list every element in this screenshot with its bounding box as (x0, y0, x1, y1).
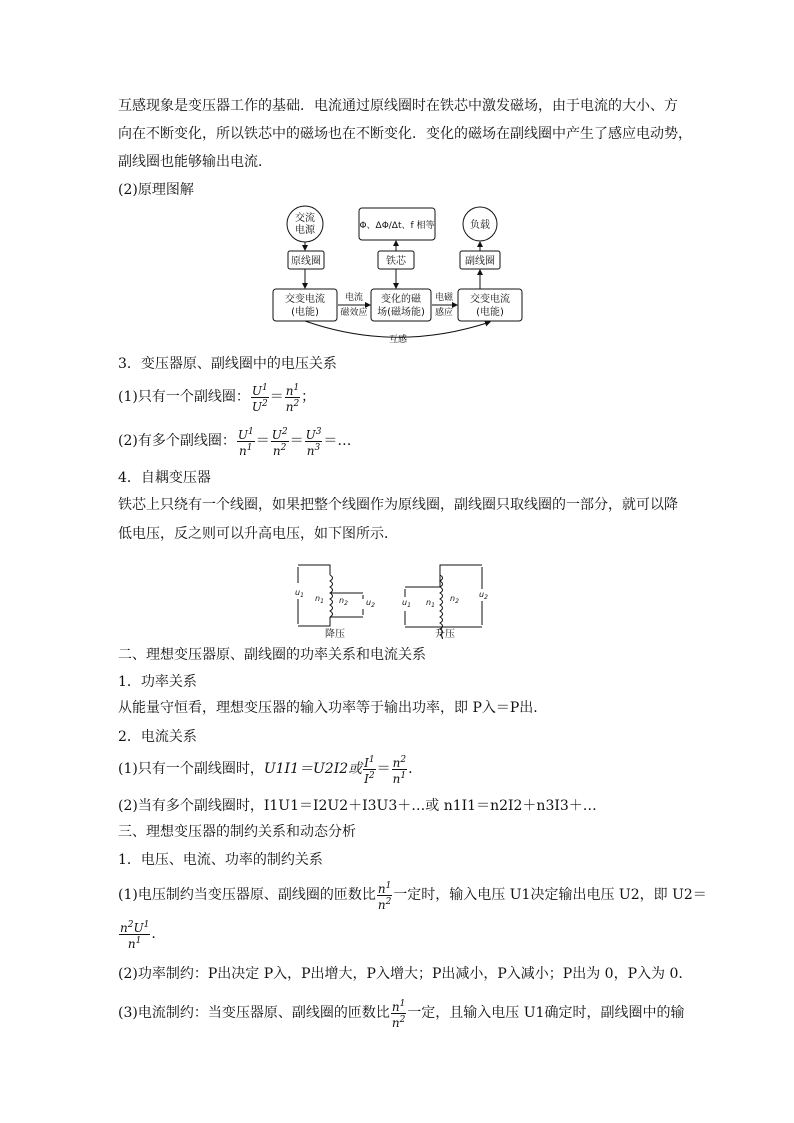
ellipsis: ＝… (323, 433, 352, 449)
power-text: 从能量守恒看，理想变压器的输入功率等于输出功率，即 P入＝P出. (118, 700, 538, 716)
arrow-label: 电磁 (434, 293, 454, 303)
node-label: 交变电流 (285, 294, 325, 305)
caption-step-down: 降压 (325, 629, 345, 639)
fraction: $\frac{n^2}{n^1}$ (392, 754, 407, 786)
fraction: $\frac{n^2U^1}{n^1}$ (120, 919, 150, 951)
arrow-label: 磁效应 (340, 308, 368, 318)
ac-source-node (287, 206, 323, 242)
fraction: $\frac{n^1}{n^2}$ (377, 880, 392, 912)
svg-text:u2: $u_2$ (479, 590, 488, 601)
node-label: 负载 (470, 220, 490, 231)
fraction: $\frac{U^1}{U^2}$ (251, 382, 268, 414)
svg-text:n1: $n_1$ (426, 598, 435, 609)
svg-text:u2: $u_2$ (366, 598, 375, 609)
equation: U1I1＝U2I2或 (263, 761, 363, 777)
section4-heading: 4．自耦变压器 (118, 470, 211, 486)
text: 一定时，输入电压 U1决定输出电压 U2，即 U2＝ (393, 887, 707, 903)
constraint-heading: 1．电压、电流、功率的制约关系 (118, 852, 323, 868)
label: (1)只有一个副线圈： (118, 389, 250, 405)
voltage-constraint-fraction: $\frac{n^2U^1}{n^1}$ . (120, 919, 156, 951)
svg-text:u1: $u_1$ (295, 588, 304, 599)
text: (3)电流制约：当变压器原、副线圈的匝数比 (118, 1005, 390, 1021)
fraction: $\frac{U^3}{n^3}$ (305, 426, 322, 458)
autotransformer-diagram (290, 553, 510, 639)
fraction: $\frac{U^1}{n^1}$ (237, 426, 254, 458)
section3-heading: 3．变压器原、副线圈中的电压关系 (118, 356, 337, 372)
node-label: (电能) (291, 307, 319, 318)
para-line: 向在不断变化，所以铁芯中的磁场也在不断变化．变化的磁场在副线圈中产生了感应电动势， (118, 126, 692, 142)
svg-text:u1: $u_1$ (402, 598, 411, 609)
para-line: 互感现象是变压器工作的基础．电流通过原线圈时在铁芯中激发磁场，由于电流的大小、方 (118, 98, 678, 114)
caption-step-up: 升压 (435, 629, 455, 639)
node-label: 副线圈 (465, 256, 495, 267)
voltage-multi-row: (2)有多个副线圈： $\frac{U^1}{n^1}$ ＝ $\frac{U^2}{n^2}$ ＝ $\frac{U^3}{n^3}$ ＝… (118, 426, 352, 458)
arrow-label: 感应 (434, 308, 454, 318)
node-label: 变化的磁 (381, 294, 421, 305)
power-heading: 1．功率关系 (118, 674, 197, 690)
fraction: $\frac{U^2}{n^2}$ (271, 426, 288, 458)
para-line: 铁芯上只绕有一个线圈，如果把整个线圈作为原线圈，副线圈只取线圈的一部分，就可以降 (118, 497, 678, 513)
node-label: 原线圈 (291, 256, 321, 267)
current-single-row: (1)只有一个副线圈时，U1I1＝U2I2或 $\frac{I^1}{I^2}$ ＝ $\frac{n^2}{n^1}$ . (118, 754, 413, 786)
fraction: $\frac{n^1}{n^2}$ (391, 998, 406, 1030)
node-label: 场(磁场能) (377, 307, 425, 318)
voltage-constraint-row (118, 878, 707, 912)
node-label: 交流 (295, 213, 315, 224)
node-label: Φ、ΔΦ/Δt、f 相等 (359, 221, 435, 231)
principle-diagram (268, 203, 528, 345)
current-multi-row: (2)当有多个副线圈时，I1U1＝I2U2＋I3U3＋…或 n1I1＝n2I2＋n3I3＋… (118, 798, 597, 814)
principle-heading: (2)原理图解 (118, 182, 194, 198)
para-line: 低电压，反之则可以升高电压，如下图所示． (118, 526, 398, 542)
svg-text:n1: $n_1$ (315, 594, 324, 605)
node-label: 电源 (295, 225, 315, 236)
section2-heading: 二、理想变压器原、副线圈的功率关系和电流关系 (118, 647, 426, 663)
text: 一定，且输入电压 U1确定时，副线圈中的输 (407, 1005, 685, 1021)
arrow-label: 电流 (344, 293, 364, 303)
label: (1)只有一个副线圈时， (118, 761, 264, 777)
node-label: 铁芯 (386, 256, 406, 267)
text: (1)电压制约当变压器原、副线圈的匝数比 (118, 887, 376, 903)
svg-text:n2: $n_2$ (450, 594, 459, 605)
para-line: 副线圈也能够输出电流． (118, 154, 272, 170)
current-constraint-row (118, 996, 684, 1030)
voltage-single-row: (1)只有一个副线圈： $\frac{U^1}{U^2}$ ＝ $\frac{n^1}{n^2}$ ； (118, 382, 316, 414)
node-label: 交变电流 (470, 294, 510, 305)
current-heading: 2．电流关系 (118, 729, 197, 745)
section3-main-heading: 三、理想变压器的制约关系和动态分析 (118, 824, 356, 840)
svg-text:n2: $n_2$ (339, 596, 348, 607)
fraction: $\frac{n^1}{n^2}$ (285, 382, 300, 414)
arc-label: 互感 (388, 335, 408, 345)
power-constraint-row: (2)功率制约：P出决定 P入，P出增大，P入增大；P出减小，P入减小；P出为 0，P入为 0. (118, 966, 683, 982)
fraction: $\frac{I^1}{I^2}$ (364, 754, 375, 786)
label: (2)有多个副线圈： (118, 433, 236, 449)
node-label: (电能) (476, 307, 504, 318)
